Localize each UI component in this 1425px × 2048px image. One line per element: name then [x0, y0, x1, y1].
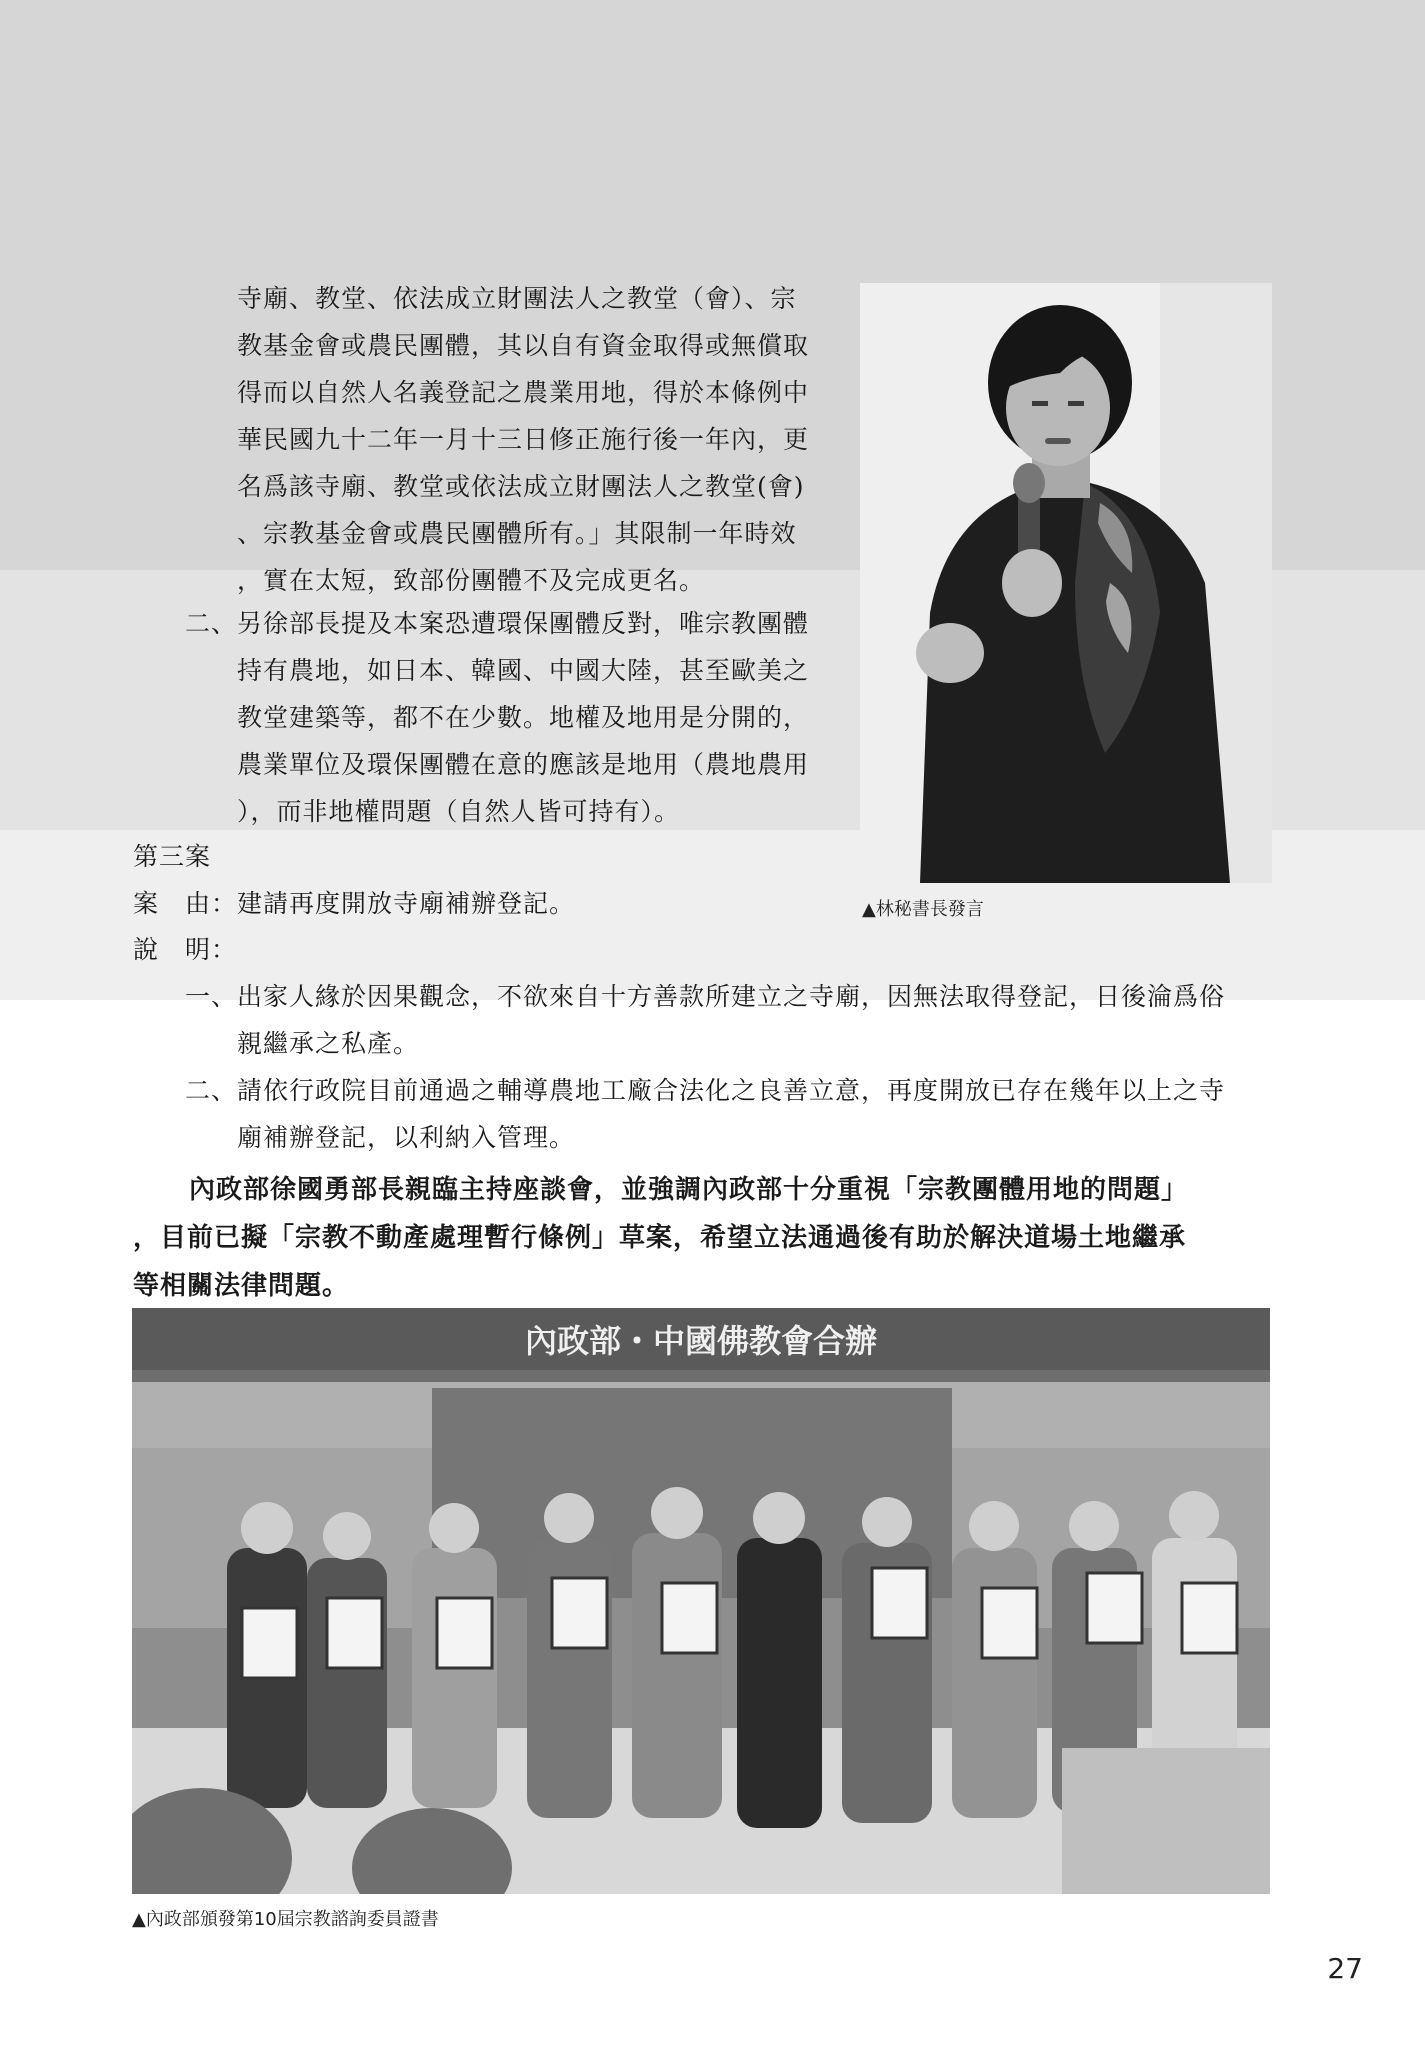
case-reason: 案 由：建請再度開放寺廟補辦登記。: [133, 889, 576, 918]
text-line: ），而非地權問題（自然人皆可持有）。: [237, 797, 681, 826]
text-line: 華民國九十二年一月十三日修正施行後一年內，更: [237, 425, 810, 454]
text-line: 一、出家人緣於因果觀念，不欲來自十方善款所建立之寺廟，因無法取得登記，日後淪爲俗: [185, 982, 1226, 1011]
text-line: 名爲該寺廟、教堂或依法成立財團法人之教堂(會): [237, 472, 805, 501]
text-line: 農業單位及環保團體在意的應該是地用（農地農用: [237, 750, 810, 779]
text-line: ，目前已擬「宗教不動產處理暫行條例」草案，希望立法通過後有助於解決道場土地繼承: [133, 1223, 1187, 1253]
text-line: 教基金會或農民團體，其以自有資金取得或無償取: [237, 331, 810, 360]
speaker-illustration: [860, 283, 1272, 883]
text-line: 寺廟、教堂、依法成立財團法人之教堂（會）、宗: [237, 284, 797, 313]
photo-banner-text: 內政部・中國佛教會合辦: [524, 1322, 878, 1360]
text-line: 得而以自然人名義登記之農業用地，得於本條例中: [237, 378, 810, 407]
list-item-two: [185, 600, 835, 835]
explanation-items: [185, 973, 1285, 1161]
text-line: 親繼承之私產。: [237, 1029, 420, 1058]
paragraph-continuation: [237, 275, 827, 604]
photo-ceremony-caption: ▲內政部頒發第10屆宗教諮詢委員證書: [132, 1909, 439, 1930]
text-line: 持有農地，如日本、韓國、中國大陸，甚至歐美之: [237, 656, 810, 685]
text-line: 內政部徐國勇部長親臨主持座談會，並強調內政部十分重視「宗教團體用地的問題」: [189, 1175, 1189, 1205]
page-number: 27: [1327, 1952, 1363, 1985]
text-line: ，實在太短，致部份團體不及完成更名。: [237, 566, 706, 595]
text-line: 教堂建築等，都不在少數。地權及地用是分開的，: [237, 703, 810, 732]
explanation-label: 說 明：: [133, 935, 238, 964]
text-line: 、宗教基金會或農民團體所有。」其限制一年時效: [237, 519, 797, 548]
photo-speaker-caption: ▲林秘書長發言: [862, 899, 984, 920]
ceremony-illustration: [132, 1308, 1270, 1894]
text-line: 二、另徐部長提及本案恐遭環保團體反對，唯宗教團體: [185, 609, 810, 638]
text-line: 廟補辦登記，以利納入管理。: [237, 1123, 576, 1152]
photo-speaker: [860, 283, 1272, 883]
photo-certificate-ceremony: [132, 1308, 1270, 1894]
case-three-title: 第三案: [133, 842, 212, 871]
bold-summary-paragraph: [133, 1166, 1273, 1310]
text-line: 二、請依行政院目前通過之輔導農地工廠合法化之良善立意，再度開放已存在幾年以上之寺: [185, 1076, 1226, 1105]
text-line: 等相關法律問題。: [133, 1271, 350, 1301]
